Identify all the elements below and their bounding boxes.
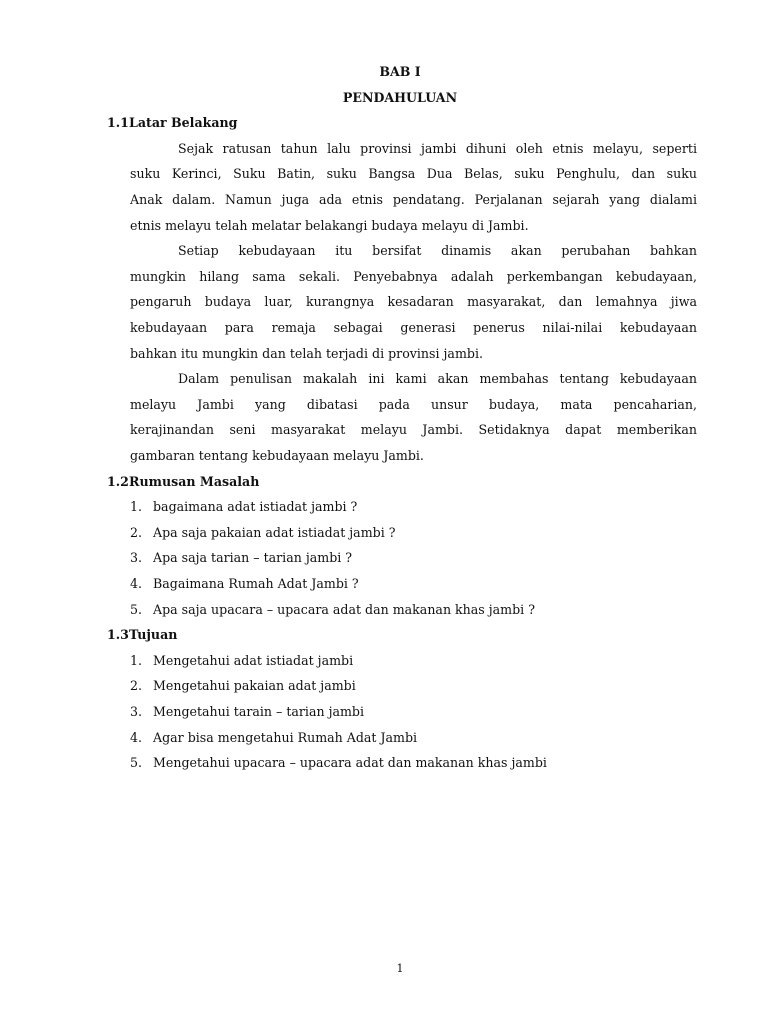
paragraph-line: kerajinandan seni masyarakat melayu Jambi. Setidaknya dapat memberikan [130, 422, 697, 438]
list-text: Mengetahui upacara – upacara adat dan makanan khas jambi [153, 755, 547, 771]
section-heading [107, 625, 177, 645]
list-item [130, 600, 535, 620]
chapter-heading: BAB I [379, 64, 421, 79]
section-heading [107, 113, 237, 133]
list-number: 4. [130, 576, 143, 591]
list-text: Mengetahui pakaian adat jambi [153, 678, 356, 694]
list-text: Apa saja pakaian adat istiadat jambi ? [153, 524, 396, 540]
list-text: Bagaimana Rumah Adat Jambi ? [153, 576, 359, 591]
paragraph-line: etnis melayu telah melatar belakangi budaya melayu di Jambi. [130, 217, 529, 233]
list-number: 5. [130, 755, 143, 771]
paragraph-line: bahkan itu mungkin dan telah terjadi di provinsi jambi. [130, 345, 483, 361]
list-item [130, 497, 357, 517]
paragraph-line: pengaruh budaya luar, kurangnya kesadaran masyarakat, dan lemahnya jiwa [130, 294, 697, 310]
list-item [130, 676, 356, 696]
list-text: Mengetahui tarain – tarian jambi [153, 704, 365, 719]
list-number: 2. [130, 678, 143, 694]
list-item [130, 651, 353, 671]
paragraph-line: mungkin hilang sama sekali. Penyebabnya adalah perkembangan kebudayaan, [130, 268, 697, 284]
page-number: 1 [396, 962, 404, 975]
list-number: 5. [130, 601, 143, 617]
list-text: Apa saja tarian – tarian jambi ? [153, 550, 353, 566]
chapter-title: PENDAHULUAN [342, 89, 458, 105]
list-item [130, 523, 395, 543]
paragraph-line: melayu Jambi yang dibatasi pada unsur budaya, mata pencaharian, [130, 396, 697, 412]
list-number: 3. [130, 550, 143, 566]
list-item [130, 728, 417, 748]
section-heading [107, 472, 259, 492]
paragraph-line: Setiap kebudayaan itu bersifat dinamis akan perubahan bahkan [178, 243, 697, 259]
list-text: bagaimana adat istiadat jambi ? [153, 499, 358, 515]
paragraph-line: gambaran tentang kebudayaan melayu Jambi. [130, 448, 424, 463]
list-item [130, 548, 352, 568]
section-number: 1.1 [107, 115, 129, 131]
list-item [130, 702, 364, 722]
section-title: Rumusan Masalah [129, 473, 260, 489]
paragraph-line: Dalam penulisan makalah ini kami akan membahas tentang kebudayaan [178, 371, 697, 387]
section-number: 1.2 [107, 473, 129, 489]
paragraph-line: Anak dalam. Namun juga ada etnis pendatang. Perjalanan sejarah yang dialami [130, 192, 697, 207]
list-text: Apa saja upacara – upacara adat dan makanan khas jambi ? [153, 601, 535, 617]
list-item [130, 574, 359, 594]
section-title: Latar Belakang [129, 115, 238, 131]
list-number: 2. [130, 524, 143, 540]
paragraph-line: Sejak ratusan tahun lalu provinsi jambi dihuni oleh etnis melayu, seperti [178, 140, 697, 156]
list-text: Mengetahui adat istiadat jambi [153, 652, 354, 668]
list-number: 3. [130, 704, 143, 719]
list-text: Agar bisa mengetahui Rumah Adat Jambi [153, 729, 418, 745]
list-item [130, 753, 547, 773]
list-number: 4. [130, 729, 143, 745]
paragraph-line: suku Kerinci, Suku Batin, suku Bangsa Dua Belas, suku Penghulu, dan suku [130, 166, 697, 182]
list-number: 1. [130, 652, 143, 668]
list-number: 1. [130, 499, 143, 515]
section-number: 1.3 [107, 627, 129, 643]
section-title: Tujuan [129, 627, 178, 643]
paragraph-line: kebudayaan para remaja sebagai generasi penerus nilai-nilai kebudayaan [130, 320, 697, 335]
